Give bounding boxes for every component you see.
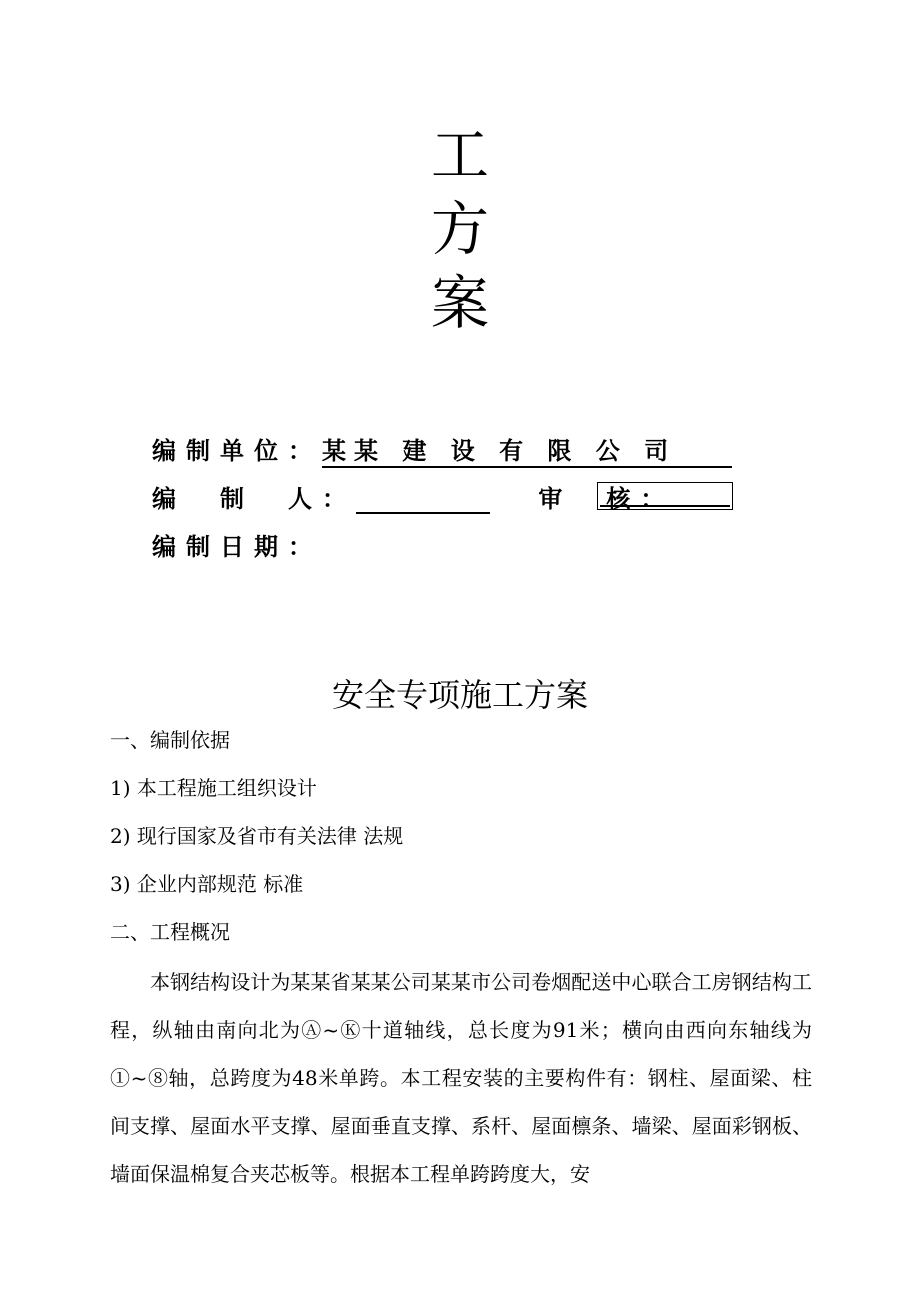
document-title: 安全专项施工方案 <box>331 676 588 714</box>
editor-blank-line <box>356 490 490 514</box>
compile-unit-row <box>152 436 732 468</box>
editor-row <box>152 484 674 514</box>
reviewer-label: 审 核： <box>538 485 675 513</box>
cover-title-char-1: 工 <box>430 121 489 189</box>
cover-title-char-2: 方 <box>430 195 489 263</box>
compile-unit-label: 编制单位： <box>152 437 322 465</box>
list-item: 1) 本工程施工组织设计 <box>110 776 317 800</box>
list-item: 3) 企业内部规范 标准 <box>110 872 304 896</box>
date-label: 编制日期： <box>152 533 322 561</box>
project-overview-paragraph: 本钢结构设计为某某省某某公司某某市公司卷烟配送中心联合工房钢结构工程，纵轴由南向北为Ⓐ~Ⓚ十道轴线，总长度为91米；横向由西向东轴线为①~⑧轴，总跨度为48米单跨。本工程安装的主要构件有：钢柱、屋面梁、柱间支撑、屋面水平支撑、屋面垂直支撑、系杆、屋面檩条、墙梁、屋面彩钢板、墙面保温棉复合夹芯板等。根据本工程单跨跨度大，安 <box>110 970 812 1186</box>
cover-title-char-3: 案 <box>430 269 489 337</box>
compile-unit-value: 某某 建 设 有 限 公 司 <box>322 436 732 468</box>
date-row <box>152 532 322 562</box>
section-heading-2: 二、工程概况 <box>110 920 230 944</box>
list-item: 2) 现行国家及省市有关法律 法规 <box>110 824 404 848</box>
reviewer-box <box>597 482 733 510</box>
editor-label: 编 制 人： <box>152 485 356 513</box>
section-heading-1: 一、编制依据 <box>110 728 230 752</box>
